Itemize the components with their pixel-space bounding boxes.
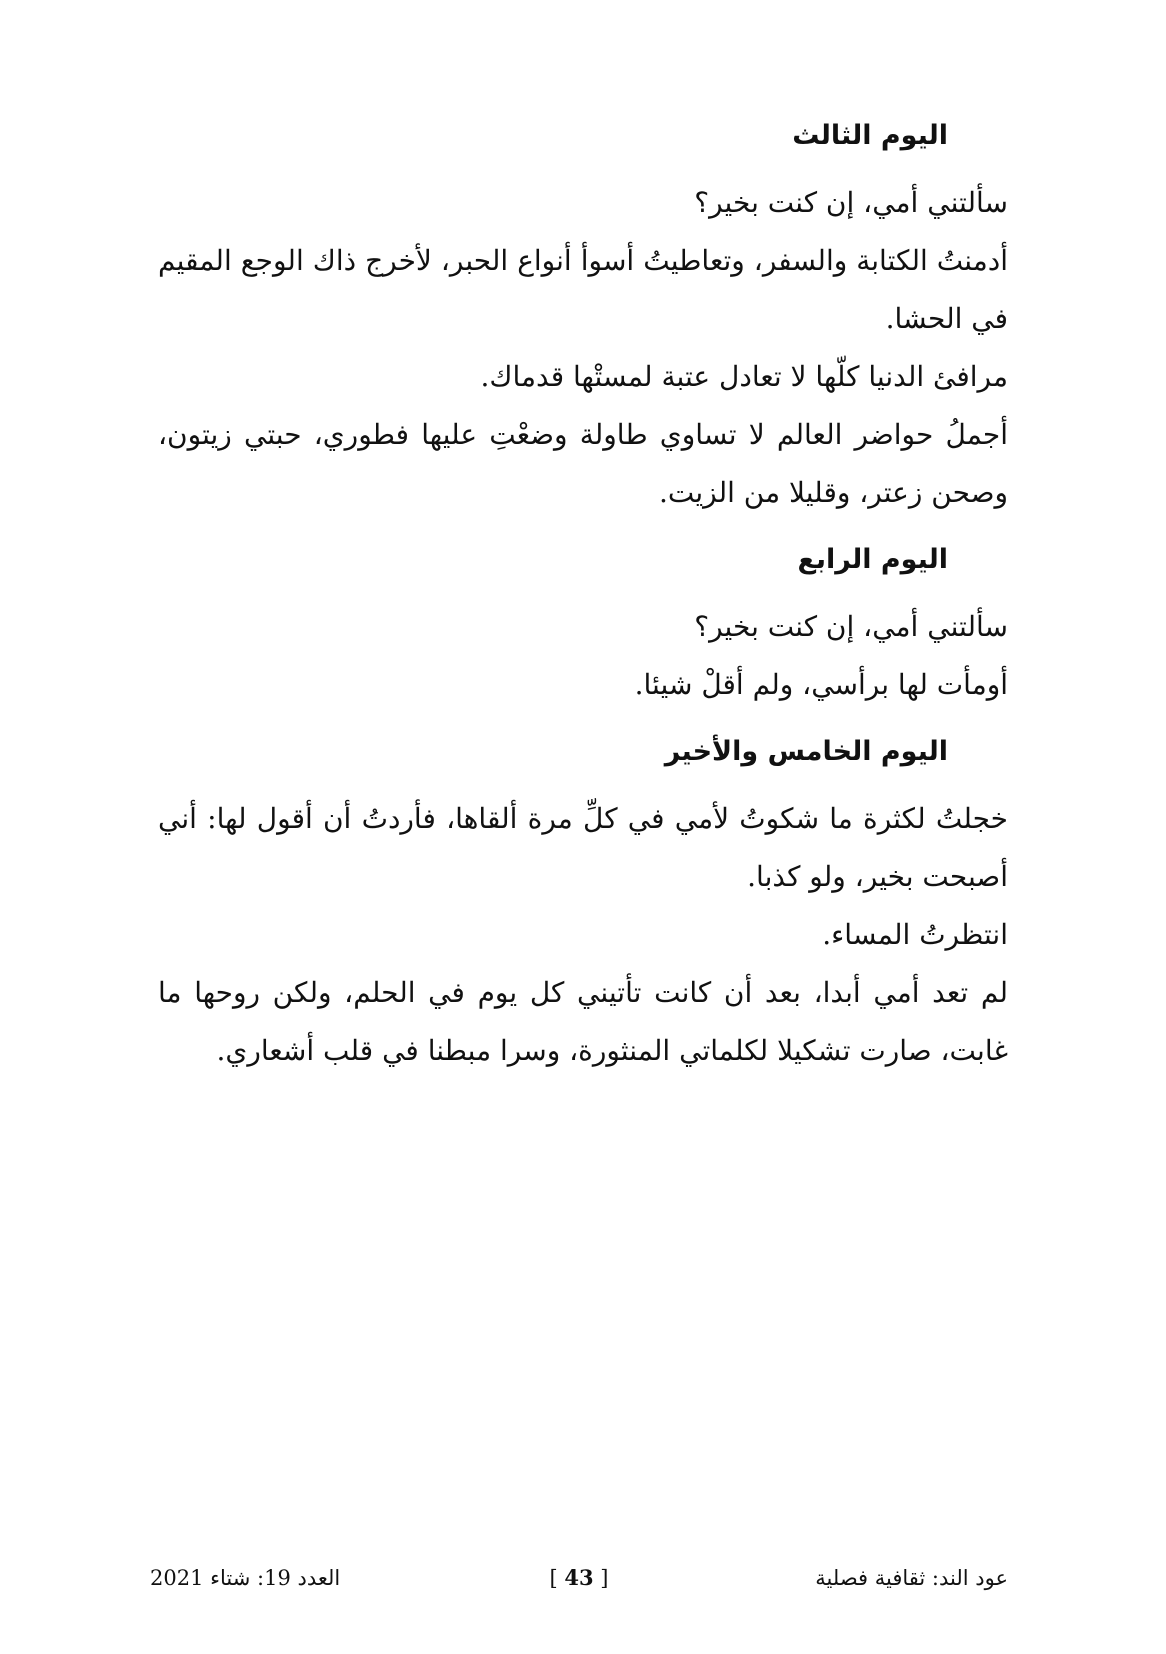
paragraph: أدمنتُ الكتابة والسفر، وتعاطيتُ أسوأ أنواع الحبر، لأخرج ذاك الوجع المقيم في الحشا.	[158, 244, 1008, 335]
bracket-close: ]	[600, 1566, 609, 1590]
paragraph: لم تعد أمي أبدا، بعد أن كانت تأتيني كل يوم في الحلم، ولكن روحها ما غابت، صارت تشكيلا لكلماتي المنثورة، وسرا مبطنا في قلب أشعاري.	[158, 976, 1008, 1067]
paragraph: سألتني أمي، إن كنت بخير؟	[694, 610, 1008, 643]
journal-name: عود الند: ثقافية فصلية	[815, 1566, 1008, 1590]
paragraph: أومأت لها برأسي، ولم أقلْ شيئا.	[634, 668, 1008, 701]
issue-info: العدد 19: شتاء 2021	[150, 1566, 341, 1590]
article-body	[158, 110, 1008, 1080]
paragraph: خجلتُ لكثرة ما شكوتُ لأمي في كلِّ مرة ألقاها، فأردتُ أن أقول لها: أني أصبحت بخير، ولو كذبا.	[158, 802, 1008, 893]
page-number	[549, 1558, 608, 1598]
section-title: اليوم الثالث	[792, 120, 948, 151]
paragraph: سألتني أمي، إن كنت بخير؟	[694, 186, 1008, 219]
paragraph: مرافئ الدنيا كلّها لا تعادل عتبة لمستْها قدماك.	[480, 360, 1008, 393]
section-title: اليوم الخامس والأخير	[664, 736, 948, 767]
bracket-open: [	[549, 1566, 558, 1590]
section-title: اليوم الرابع	[797, 544, 948, 575]
paragraph: انتظرتُ المساء.	[822, 918, 1008, 951]
page-number-value: 43	[564, 1565, 594, 1590]
paragraph: أجملُ حواضر العالم لا تساوي طاولة وضعْتِ عليها فطوري، حبتي زيتون، وصحن زعتر، وقليلا من الزيت.	[158, 418, 1008, 509]
page-footer	[150, 1558, 1008, 1598]
